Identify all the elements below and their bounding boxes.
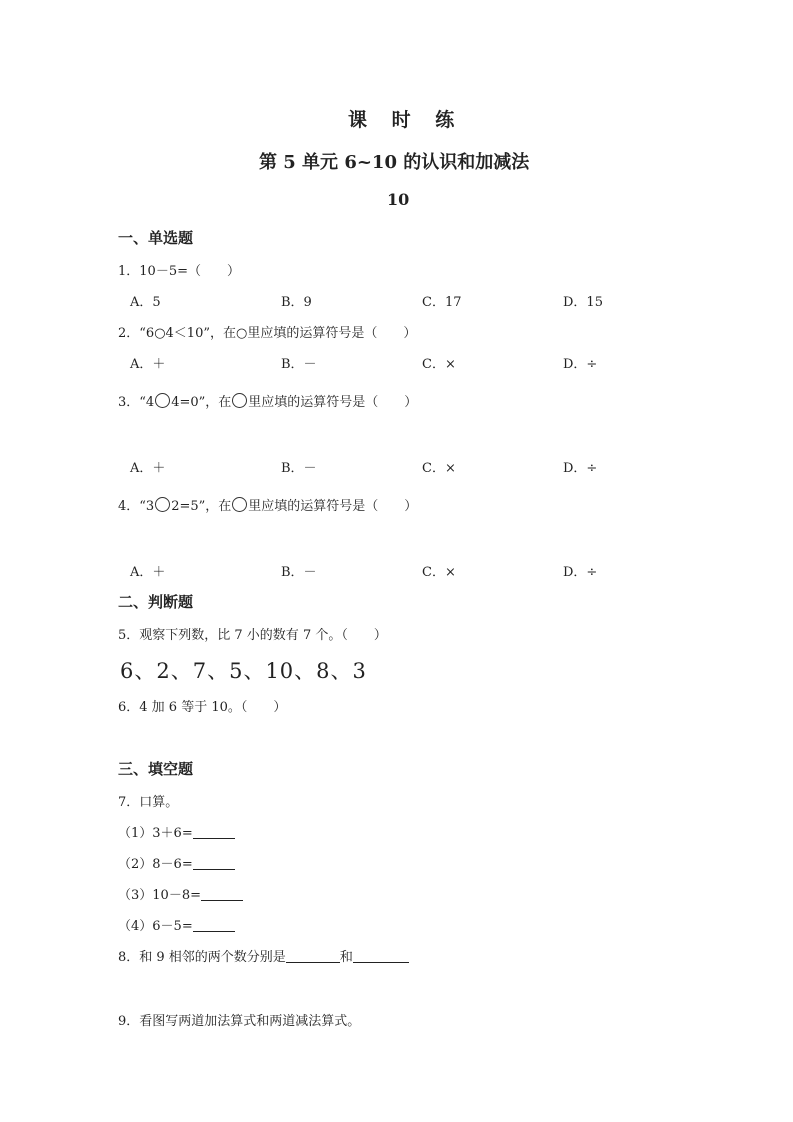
question-3 bbox=[118, 391, 417, 410]
title-char-1: 课 bbox=[348, 109, 368, 131]
question-5: 5．观察下列数，比 7 小的数有 7 个。（ ） bbox=[118, 628, 387, 643]
q7-part-1 bbox=[118, 822, 235, 841]
q3-tail: 里应填的运算符号是（ ） bbox=[248, 395, 418, 410]
q4-option-c[interactable]: C．× bbox=[422, 565, 456, 580]
section-fill-blank: 三、填空题 bbox=[118, 760, 194, 778]
answer-blank[interactable] bbox=[286, 949, 340, 963]
question-8 bbox=[118, 946, 409, 965]
q2-option-a[interactable]: A．＋ bbox=[130, 357, 166, 372]
section-true-false: 二、判断题 bbox=[118, 593, 194, 611]
q8-pre: 8．和 9 相邻的两个数分别是 bbox=[118, 950, 286, 965]
q7-part-3 bbox=[118, 884, 243, 903]
circle-icon bbox=[155, 497, 170, 512]
q2-option-b[interactable]: B．－ bbox=[281, 357, 317, 372]
q2-option-d[interactable]: D．÷ bbox=[563, 357, 598, 372]
q7-part-2-label: （2）8－6= bbox=[118, 857, 193, 872]
unit-title: 第 5 单元 6~10 的认识和加减法 bbox=[259, 152, 530, 173]
q7-part-3-label: （3）10－8= bbox=[118, 888, 201, 903]
question-7: 7．口算。 bbox=[118, 795, 179, 810]
q3-option-a[interactable]: A．＋ bbox=[130, 461, 166, 476]
title-char-3: 练 bbox=[435, 109, 455, 131]
q4-option-a[interactable]: A．＋ bbox=[130, 565, 166, 580]
title-char-2: 时 bbox=[391, 109, 411, 131]
question-4 bbox=[118, 495, 417, 514]
answer-blank[interactable] bbox=[193, 825, 235, 839]
q1-option-c[interactable]: C．17 bbox=[422, 295, 462, 310]
q3-option-b[interactable]: B．－ bbox=[281, 461, 317, 476]
q1-option-a[interactable]: A．5 bbox=[130, 295, 161, 310]
q4-tail: 里应填的运算符号是（ ） bbox=[248, 499, 418, 514]
answer-blank[interactable] bbox=[201, 887, 243, 901]
answer-blank[interactable] bbox=[353, 949, 409, 963]
circle-icon bbox=[232, 393, 247, 408]
answer-blank[interactable] bbox=[193, 918, 235, 932]
q3-option-d[interactable]: D．÷ bbox=[563, 461, 598, 476]
section-single-choice: 一、单选题 bbox=[118, 229, 194, 247]
q3-post: 4=0”，在 bbox=[171, 395, 232, 410]
q4-pre: 4．“3 bbox=[118, 499, 155, 514]
q1-option-b[interactable]: B．9 bbox=[281, 295, 312, 310]
q7-part-2 bbox=[118, 853, 235, 872]
q7-part-4-label: （4）6－5= bbox=[118, 919, 193, 934]
q7-part-1-label: （1）3＋6= bbox=[118, 826, 193, 841]
circle-icon bbox=[232, 497, 247, 512]
q3-option-c[interactable]: C．× bbox=[422, 461, 456, 476]
question-9: 9．看图写两道加法算式和两道减法算式。 bbox=[118, 1014, 361, 1029]
q2-option-c[interactable]: C．× bbox=[422, 357, 456, 372]
circle-icon bbox=[155, 393, 170, 408]
page-title bbox=[348, 105, 454, 132]
question-1: 1．10－5=（ ） bbox=[118, 264, 240, 279]
answer-blank[interactable] bbox=[193, 856, 235, 870]
question-6: 6．4 加 6 等于 10。（ ） bbox=[118, 700, 287, 715]
q7-part-4 bbox=[118, 915, 235, 934]
q3-pre: 3．“4 bbox=[118, 395, 155, 410]
q1-option-d[interactable]: D．15 bbox=[563, 295, 603, 310]
q4-post: 2=5”，在 bbox=[171, 499, 232, 514]
question-2: 2．“6○4＜10”，在○里应填的运算符号是（ ） bbox=[118, 326, 417, 341]
q4-option-d[interactable]: D．÷ bbox=[563, 565, 598, 580]
q5-number-list: 6、2、7、5、10、8、3 bbox=[120, 659, 367, 683]
q4-option-b[interactable]: B．－ bbox=[281, 565, 317, 580]
q8-mid: 和 bbox=[339, 950, 353, 965]
lesson-number: 10 bbox=[387, 190, 410, 209]
